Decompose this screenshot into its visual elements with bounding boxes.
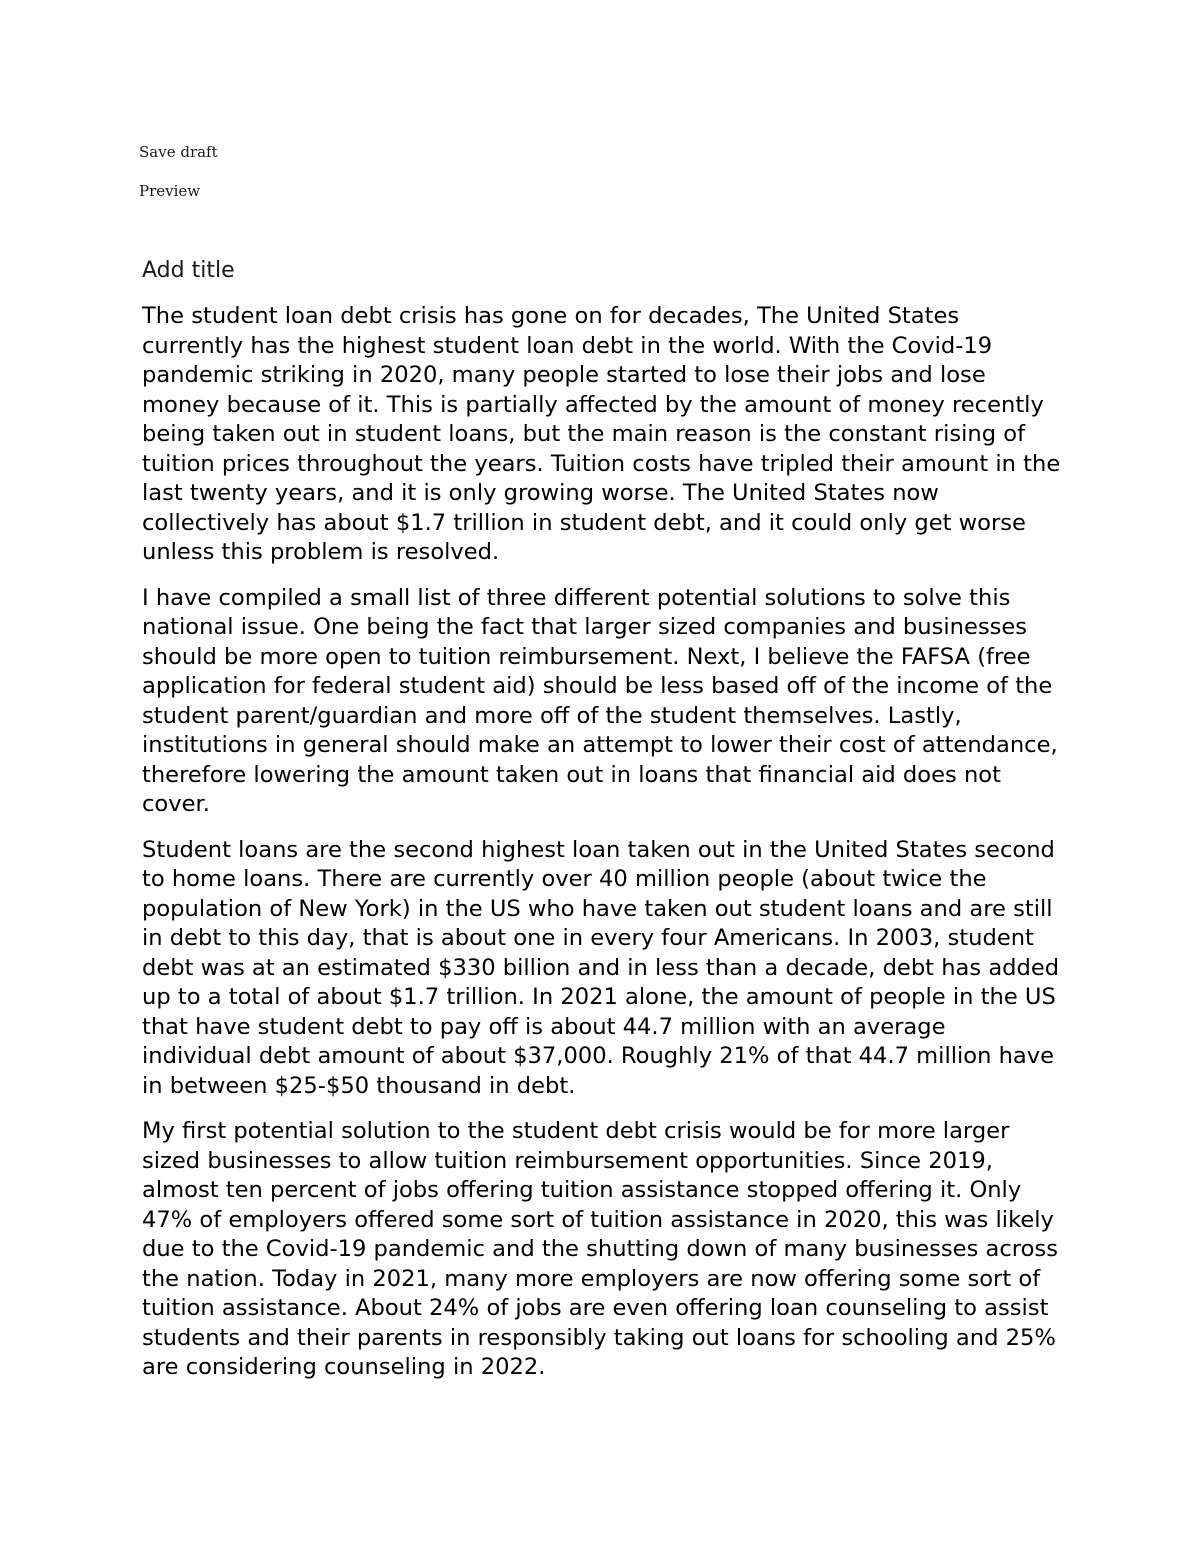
body-paragraph: The student loan debt crisis has gone on for decades, The United States currently has the highest student loan debt in the world. With the Covid-19 pandemic striking in 2020, many people started to lose their jobs and lose money because of it. This is partially affected by the amount of money recently being taken out in student loans, but the main reason is the constant rising of tuition prices throughout the years. Tuition costs have tripled their amount in the last twenty years, and it is only growing worse. The United States now collectively has about $1.7 trillion in student debt, and it could only get worse unless this problem is resolved.	[142, 303, 1061, 565]
body-paragraph: Student loans are the second highest loan taken out in the United States second to home loans. There are currently over 40 million people (about twice the population of New York) in the US who have taken out student loans and are still in debt to this day, that is about one in every four Americans. In 2003, student debt was at an estimated $330 billion and in less than a decade, debt has added up to a total of about $1.7 trillion. In 2021 alone, the amount of people in the US that have student debt to pay off is about 44.7 million with an average individual debt amount of about $37,000. Roughly 21% of that 44.7 million have in between $25-$50 thousand in debt.	[142, 836, 1060, 1099]
preview-button[interactable]: Preview	[139, 182, 201, 200]
body-paragraph: My first potential solution to the student debt crisis would be for more larger sized businesses to allow tuition reimbursement opportunities. Since 2019, almost ten percent of jobs offering tuition assistance stopped offering it. Only 47% of employers offered some sort of tuition assistance in 2020, this was likely due to the Covid-19 pandemic and the shutting down of many businesses across the nation. Today in 2021, many more employers are now offering some sort of tuition assistance. About 24% of jobs are even offering loan counseling to assist students and their parents in responsibly taking out loans for schooling and 25% are considering counseling in 2022.	[142, 1118, 1058, 1380]
save-draft-button[interactable]: Save draft	[139, 143, 218, 161]
document-body[interactable]	[142, 302, 1062, 1399]
body-paragraph: I have compiled a small list of three different potential solutions to solve this national issue. One being the fact that larger sized companies and businesses should be more open to tuition reimbursement. Next, I believe the FAFSA (free application for federal student aid) should be less based off of the income of the student parent/guardian and more off of the student themselves. Lastly, institutions in general should make an attempt to lower their cost of attendance, therefore lowering the amount taken out in loans that financial aid does not cover.	[142, 584, 1058, 817]
title-field[interactable]: Add title	[142, 258, 235, 283]
